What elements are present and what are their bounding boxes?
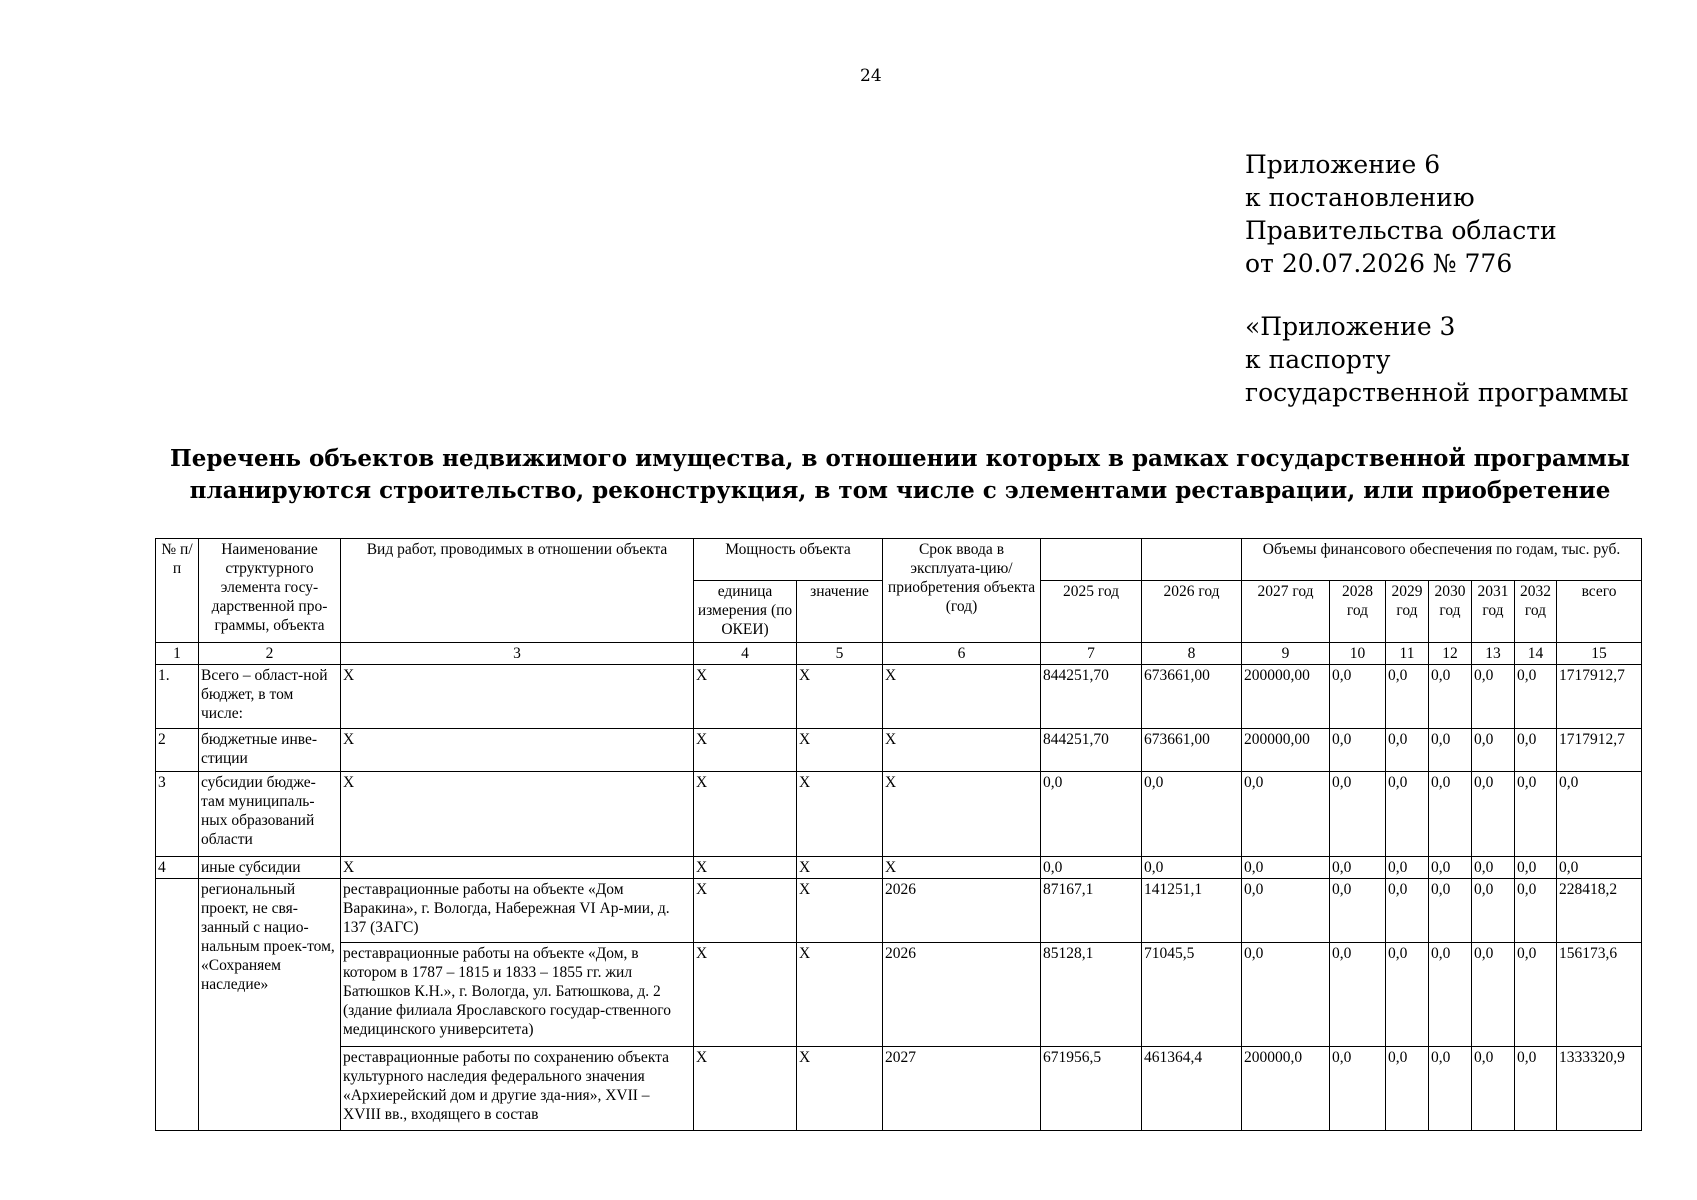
row-amount-total: 0,0 [1557, 772, 1642, 857]
row-amount-2027: 0,0 [1242, 879, 1330, 943]
row-amount-2025: 844251,70 [1041, 665, 1142, 729]
row-amount-2031: 0,0 [1472, 665, 1515, 729]
header-total: всего [1557, 581, 1642, 643]
row-amount-2032: 0,0 [1515, 729, 1557, 772]
row-amount-2028: 0,0 [1330, 1047, 1386, 1131]
row-unit: Х [694, 857, 797, 879]
header-capacity: Мощность объекта [694, 539, 883, 581]
row-num: 2 [156, 729, 199, 772]
table-row [156, 772, 1642, 857]
row-amount-2026: 673661,00 [1142, 729, 1242, 772]
row-year: Х [883, 857, 1041, 879]
row-amount-2029: 0,0 [1386, 665, 1429, 729]
table-row [156, 729, 1642, 772]
row-amount-total: 1717912,7 [1557, 665, 1642, 729]
row-amount-2028: 0,0 [1330, 857, 1386, 879]
row-amount-total: 156173,6 [1557, 943, 1642, 1047]
row-year: Х [883, 729, 1041, 772]
row-amount-2030: 0,0 [1429, 729, 1472, 772]
appendix-line: государственной программы [1245, 378, 1629, 407]
row-amount-2031: 0,0 [1472, 879, 1515, 943]
table-row [156, 1047, 1642, 1131]
header-year-2025: 2025 год [1041, 581, 1142, 643]
appendix-6-block [1245, 148, 1557, 280]
row-amount-total: 0,0 [1557, 857, 1642, 879]
row-amount-2032: 0,0 [1515, 665, 1557, 729]
row-amount-2030: 0,0 [1429, 879, 1472, 943]
row-amount-2031: 0,0 [1472, 729, 1515, 772]
header-deadline-text: Срок ввода в эксплуата-цию/приобретения объекта (год) [887, 541, 1036, 615]
row-unit: Х [694, 665, 797, 729]
column-number: 5 [797, 643, 883, 665]
row-amount-2025: 844251,70 [1041, 729, 1142, 772]
row-value: Х [797, 1047, 883, 1131]
row-amount-2032: 0,0 [1515, 857, 1557, 879]
row-works: Х [341, 729, 694, 772]
row-amount-2027: 200000,00 [1242, 729, 1330, 772]
row-amount-2028: 0,0 [1330, 879, 1386, 943]
row-works: реставрационные работы по сохранению объекта культурного наследия федерального значения «Архиерейский дом и другие зда-ния», XVII – XVIII вв., входящего в состав [341, 1047, 694, 1131]
row-amount-2031: 0,0 [1472, 1047, 1515, 1131]
row-amount-2032: 0,0 [1515, 943, 1557, 1047]
row-value: Х [797, 857, 883, 879]
column-number: 1 [156, 643, 199, 665]
title-line-1: Перечень объектов недвижимого имущества, в отношении которых в рамках государственной программы [170, 445, 1630, 472]
header-year-2032: 2032 год [1515, 581, 1557, 643]
row-num: 3 [156, 772, 199, 857]
header-blank-2026 [1142, 539, 1242, 581]
row-amount-2029: 0,0 [1386, 879, 1429, 943]
row-amount-2027: 200000,0 [1242, 1047, 1330, 1131]
row-num [156, 879, 199, 1131]
column-number: 14 [1515, 643, 1557, 665]
row-works: реставрационные работы на объекте «Дом Варакина», г. Вологда, Набережная VI Ар-мии, д. 137 (ЗАГС) [341, 879, 694, 943]
row-year: 2026 [883, 879, 1041, 943]
row-amount-2025: 87167,1 [1041, 879, 1142, 943]
header-funding: Объемы финансового обеспечения по годам, тыс. руб. [1242, 539, 1642, 581]
row-works: Х [341, 772, 694, 857]
row-amount-2026: 0,0 [1142, 772, 1242, 857]
row-amount-2032: 0,0 [1515, 772, 1557, 857]
row-amount-total: 1717912,7 [1557, 729, 1642, 772]
row-amount-2029: 0,0 [1386, 1047, 1429, 1131]
row-value: Х [797, 665, 883, 729]
column-number: 3 [341, 643, 694, 665]
row-amount-total: 1333320,9 [1557, 1047, 1642, 1131]
row-amount-2030: 0,0 [1429, 943, 1472, 1047]
row-year: Х [883, 665, 1041, 729]
row-amount-2027: 0,0 [1242, 857, 1330, 879]
table-row [156, 857, 1642, 879]
header-year-2026: 2026 год [1142, 581, 1242, 643]
header-year-2027: 2027 год [1242, 581, 1330, 643]
row-unit: Х [694, 1047, 797, 1131]
row-value: Х [797, 879, 883, 943]
row-name: субсидии бюдже-там муниципаль-ных образований области [199, 772, 341, 857]
column-number: 8 [1142, 643, 1242, 665]
row-year: 2026 [883, 943, 1041, 1047]
column-number: 7 [1041, 643, 1142, 665]
row-amount-2025: 671956,5 [1041, 1047, 1142, 1131]
row-amount-2029: 0,0 [1386, 857, 1429, 879]
row-value: Х [797, 729, 883, 772]
row-amount-2027: 0,0 [1242, 772, 1330, 857]
row-amount-2028: 0,0 [1330, 729, 1386, 772]
row-amount-total: 228418,2 [1557, 879, 1642, 943]
header-year-2031: 2031 год [1472, 581, 1515, 643]
row-amount-2029: 0,0 [1386, 943, 1429, 1047]
column-number: 2 [199, 643, 341, 665]
header-unit: единица измерения (по ОКЕИ) [694, 581, 797, 643]
row-amount-2025: 0,0 [1041, 772, 1142, 857]
column-number: 10 [1330, 643, 1386, 665]
column-number: 12 [1429, 643, 1472, 665]
row-amount-2028: 0,0 [1330, 665, 1386, 729]
table-row [156, 879, 1642, 943]
appendix-line: к паспорту [1245, 345, 1391, 374]
appendix-line: от 20.07.2026 № 776 [1245, 249, 1513, 278]
row-amount-2026: 461364,4 [1142, 1047, 1242, 1131]
header-value: значение [797, 581, 883, 643]
row-amount-2032: 0,0 [1515, 1047, 1557, 1131]
row-amount-2030: 0,0 [1429, 857, 1472, 879]
row-amount-2029: 0,0 [1386, 729, 1429, 772]
row-amount-2028: 0,0 [1330, 943, 1386, 1047]
column-number: 9 [1242, 643, 1330, 665]
row-amount-2025: 0,0 [1041, 857, 1142, 879]
row-amount-2026: 71045,5 [1142, 943, 1242, 1047]
row-works: Х [341, 857, 694, 879]
row-works: реставрационные работы на объекте «Дом, в котором в 1787 – 1815 и 1833 – 1855 гг. жил Батюшков К.Н.», г. Вологда, ул. Батюшкова, д. 2 (здание филиала Ярославского государ-ственного медицинского университета) [341, 943, 694, 1047]
row-name: Всего – област-ной бюджет, в том числе: [199, 665, 341, 729]
row-amount-2026: 141251,1 [1142, 879, 1242, 943]
row-unit: Х [694, 729, 797, 772]
row-value: Х [797, 943, 883, 1047]
header-name: Наименование структурного элемента госу-дарственной про-граммы, объекта [199, 539, 341, 643]
table-row [156, 943, 1642, 1047]
column-number: 11 [1386, 643, 1429, 665]
objects-table [155, 538, 1642, 1131]
column-number: 15 [1557, 643, 1642, 665]
row-amount-2030: 0,0 [1429, 772, 1472, 857]
header-blank-2025 [1041, 539, 1142, 581]
row-amount-2028: 0,0 [1330, 772, 1386, 857]
project-name: региональный проект, не свя-занный с нацио-нальным проек-том, «Сохраняем наследие» [199, 879, 341, 1131]
row-unit: Х [694, 772, 797, 857]
appendix-line: Правительства области [1245, 216, 1557, 245]
header-year-2030: 2030 год [1429, 581, 1472, 643]
header-year-2029: 2029 год [1386, 581, 1429, 643]
row-amount-2027: 200000,00 [1242, 665, 1330, 729]
row-value: Х [797, 772, 883, 857]
document-title [150, 443, 1650, 507]
row-amount-2026: 673661,00 [1142, 665, 1242, 729]
table-row [156, 665, 1642, 729]
row-unit: Х [694, 943, 797, 1047]
column-number: 13 [1472, 643, 1515, 665]
appendix-line: Приложение 6 [1245, 150, 1441, 179]
row-num: 4 [156, 857, 199, 879]
header-year-2028: 2028 год [1330, 581, 1386, 643]
row-amount-2026: 0,0 [1142, 857, 1242, 879]
row-amount-2030: 0,0 [1429, 665, 1472, 729]
row-works: Х [341, 665, 694, 729]
title-line-2: планируются строительство, реконструкция, в том числе с элементами реставрации, или приобретение [189, 477, 1611, 504]
row-year: Х [883, 772, 1041, 857]
row-amount-2031: 0,0 [1472, 943, 1515, 1047]
row-name: иные субсидии [199, 857, 341, 879]
header-deadline [883, 539, 1041, 643]
column-number: 4 [694, 643, 797, 665]
header-works: Вид работ, проводимых в отношении объекта [341, 539, 694, 643]
row-amount-2032: 0,0 [1515, 879, 1557, 943]
row-amount-2030: 0,0 [1429, 1047, 1472, 1131]
header-num: № п/п [156, 539, 199, 643]
appendix-line: к постановлению [1245, 183, 1475, 212]
column-number: 6 [883, 643, 1041, 665]
row-amount-2031: 0,0 [1472, 857, 1515, 879]
row-amount-2031: 0,0 [1472, 772, 1515, 857]
row-year: 2027 [883, 1047, 1041, 1131]
row-num: 1. [156, 665, 199, 729]
page-number: 24 [860, 66, 882, 86]
row-amount-2027: 0,0 [1242, 943, 1330, 1047]
appendix-3-block [1245, 310, 1628, 409]
row-amount-2025: 85128,1 [1041, 943, 1142, 1047]
row-unit: Х [694, 879, 797, 943]
row-name: бюджетные инве-стиции [199, 729, 341, 772]
row-amount-2029: 0,0 [1386, 772, 1429, 857]
appendix-line: «Приложение 3 [1245, 312, 1456, 341]
